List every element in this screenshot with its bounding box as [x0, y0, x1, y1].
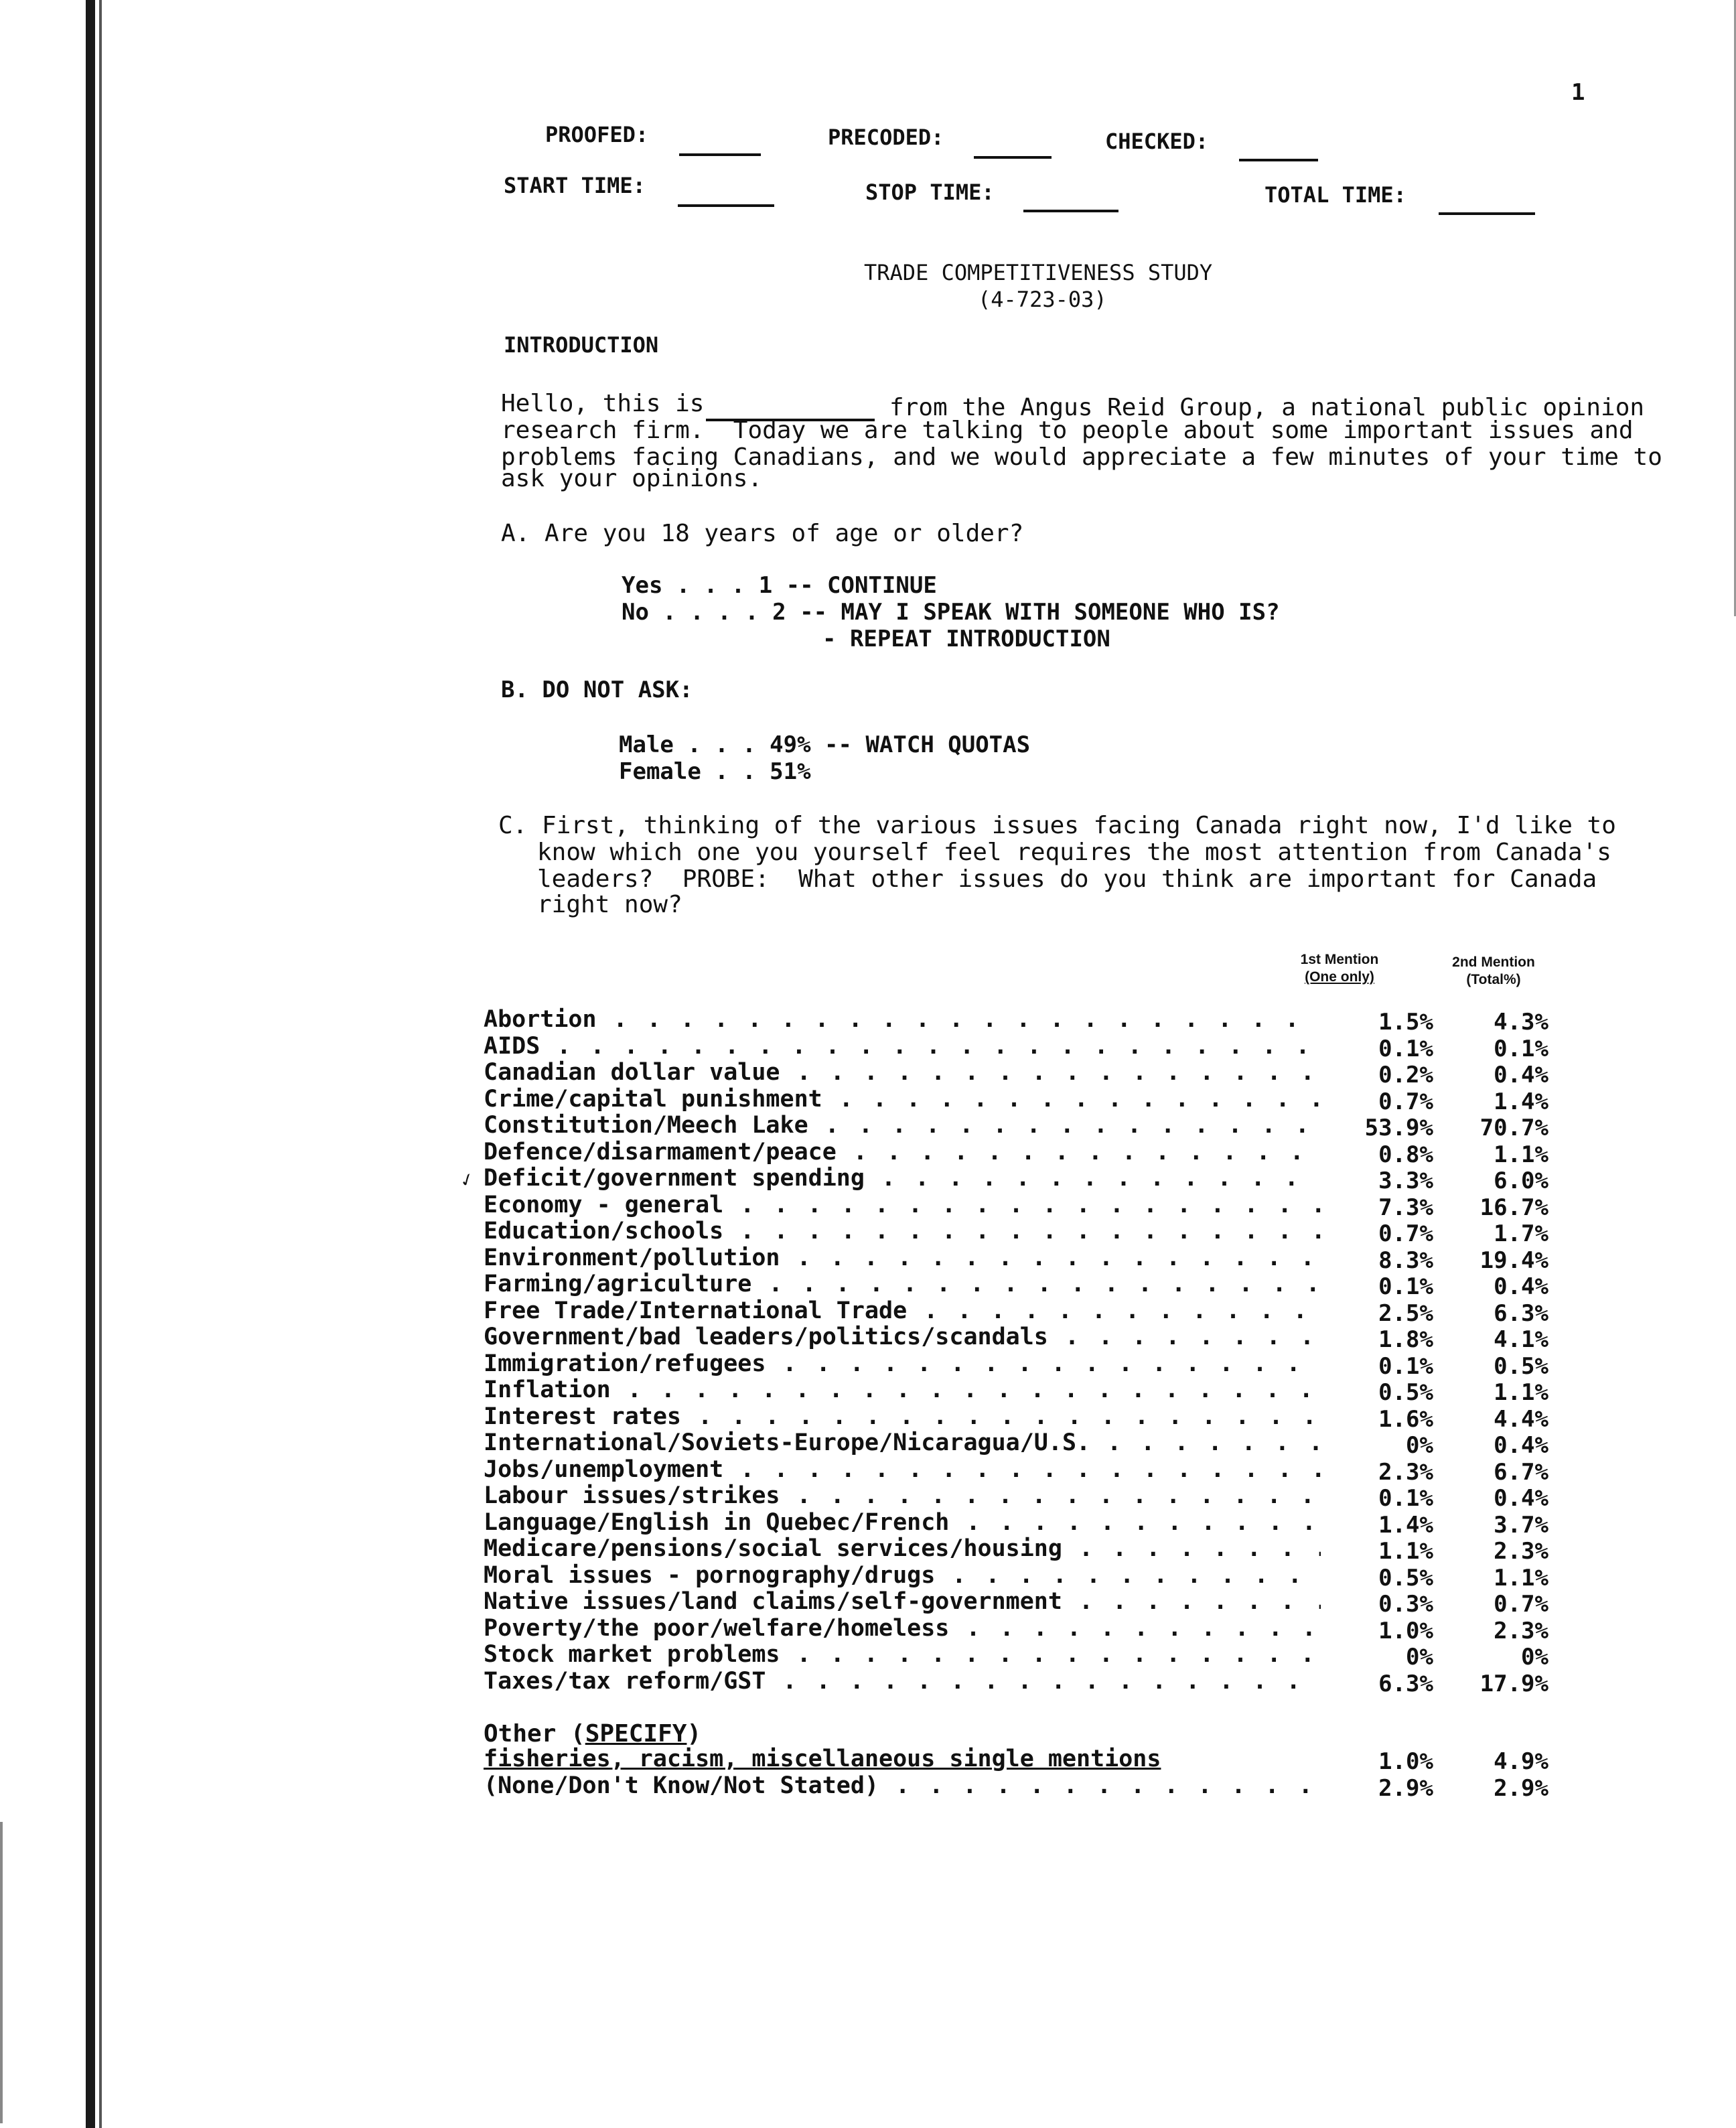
- second-mention-value: 6.3%: [1494, 1299, 1548, 1327]
- intro-line-1a: Hello, this is: [501, 390, 705, 417]
- issue-label: International/Soviets-Europe/Nicaragua/U.S. . . .: [484, 1429, 1321, 1456]
- first-mention-value: 0.5%: [1378, 1564, 1433, 1591]
- second-mention-value: 0.4%: [1494, 1273, 1548, 1300]
- first-mention-title: 1st Mention: [1300, 952, 1379, 967]
- first-mention-value: 1.6%: [1378, 1405, 1433, 1433]
- first-mention-value: 0.8%: [1378, 1141, 1433, 1168]
- first-mention-value: 1.4%: [1378, 1511, 1433, 1539]
- issue-label: AIDS . . .: [484, 1033, 1321, 1060]
- answer-no-instruction: - REPEAT INTRODUCTION: [822, 626, 1110, 652]
- question-a: A. Are you 18 years of age or older?: [501, 520, 1024, 547]
- second-mention-value: 2.3%: [1494, 1617, 1548, 1644]
- first-mention-value: 0.1%: [1378, 1273, 1433, 1300]
- second-mention-value: 1.1%: [1494, 1141, 1548, 1168]
- none-first-mention: 2.9%: [1378, 1775, 1433, 1802]
- issue-label: Interest rates . . .: [484, 1403, 1321, 1430]
- precoded-blank: [974, 149, 1052, 161]
- other-heading: [484, 1720, 701, 1748]
- second-mention-value: 6.0%: [1494, 1167, 1548, 1194]
- first-mention-value: 2.3%: [1378, 1458, 1433, 1486]
- first-mention-value: 1.0%: [1378, 1617, 1433, 1644]
- scan-edge-line: [0, 1822, 3, 2123]
- second-mention-value: 0.4%: [1494, 1062, 1548, 1088]
- second-mention-title: 2nd Mention: [1452, 954, 1535, 970]
- question-b: B. DO NOT ASK:: [501, 677, 693, 703]
- answer-no: No . . . . 2 -- MAY I SPEAK WITH SOMEONE WHO IS?: [622, 599, 1280, 626]
- second-mention-value: 0.1%: [1494, 1035, 1548, 1062]
- first-mention-value: 0.3%: [1378, 1591, 1433, 1618]
- page-edge: [86, 0, 95, 2128]
- second-mention-value: 1.1%: [1494, 1564, 1548, 1591]
- first-mention-value: 0.2%: [1378, 1062, 1433, 1088]
- second-mention-value: 6.7%: [1494, 1458, 1548, 1486]
- introduction-heading: INTRODUCTION: [504, 332, 659, 358]
- issue-label: Deficit/government spending . . .: [484, 1165, 1321, 1192]
- first-mention-value: 0%: [1406, 1644, 1433, 1671]
- second-mention-value: 0.4%: [1494, 1485, 1548, 1512]
- second-mention-value: 19.4%: [1479, 1247, 1548, 1274]
- question-c-line-4: right now?: [537, 891, 682, 918]
- first-mention-value: 0%: [1406, 1432, 1433, 1459]
- page-number: 1: [1571, 79, 1585, 106]
- quota-female: Female . . 51%: [619, 758, 811, 785]
- second-mention-value: 4.1%: [1494, 1326, 1548, 1353]
- issue-label: Defence/disarmament/peace . . .: [484, 1139, 1321, 1165]
- checked-label: CHECKED:: [1105, 129, 1209, 154]
- issue-label: Economy - general . . .: [484, 1192, 1321, 1218]
- issue-label: Labour issues/strikes . . .: [484, 1482, 1321, 1509]
- stop-time-label: STOP TIME:: [865, 180, 995, 205]
- second-mention-value: 0%: [1521, 1644, 1548, 1671]
- none-label: (None/Don't Know/Not Stated) . . .: [484, 1772, 1321, 1799]
- none-second-mention: 2.9%: [1494, 1775, 1548, 1802]
- issue-label: Moral issues - pornography/drugs . . .: [484, 1562, 1321, 1589]
- first-mention-value: 1.5%: [1378, 1009, 1433, 1036]
- second-mention-subtitle: (Total%): [1466, 972, 1521, 987]
- issue-label: Abortion . . .: [484, 1006, 1321, 1033]
- intro-line-3: problems facing Canadians, and we would appreciate a few minutes of your time to: [501, 443, 1662, 471]
- start-time-blank: [678, 197, 774, 210]
- intro-line-1b: from the Angus Reid Group, a national public opinion: [889, 394, 1645, 421]
- question-c-line-1: C. First, thinking of the various issues facing Canada right now, I'd like to: [498, 812, 1616, 839]
- answer-yes: Yes . . . 1 -- CONTINUE: [622, 572, 937, 599]
- start-time-label: START TIME:: [504, 173, 646, 198]
- precoded-label: PRECODED:: [828, 125, 944, 150]
- stop-time-blank: [1023, 202, 1118, 215]
- intro-line-2: research firm. Today we are talking to people about some important issues and: [501, 417, 1634, 444]
- first-mention-value: 8.3%: [1378, 1247, 1433, 1274]
- second-mention-value: 4.3%: [1494, 1009, 1548, 1036]
- issue-label: Canadian dollar value . . .: [484, 1059, 1321, 1086]
- issue-label: Education/schools . . .: [484, 1218, 1321, 1245]
- second-mention-value: 0.5%: [1494, 1352, 1548, 1380]
- other-first-mention: 1.0%: [1378, 1748, 1433, 1775]
- first-mention-value: 1.1%: [1378, 1538, 1433, 1565]
- question-c-line-2: know which one you yourself feel requires the most attention from Canada's: [537, 839, 1611, 866]
- first-mention-value: 0.7%: [1378, 1088, 1433, 1115]
- issue-label: Immigration/refugees . . .: [484, 1350, 1321, 1377]
- second-mention-value: 1.7%: [1494, 1220, 1548, 1247]
- issue-label: Stock market problems . . .: [484, 1641, 1321, 1668]
- check-mark: ✓: [457, 1166, 477, 1194]
- first-mention-value: 0.1%: [1378, 1352, 1433, 1380]
- total-time-label: TOTAL TIME:: [1264, 182, 1406, 208]
- second-mention-value: 16.7%: [1479, 1194, 1548, 1221]
- issue-label: Government/bad leaders/politics/scandals . . .: [484, 1324, 1321, 1350]
- question-c-line-3: leaders? PROBE: What other issues do you think are important for Canada: [537, 865, 1597, 893]
- proofed-label: PROOFED:: [545, 122, 649, 147]
- intro-line-4: ask your opinions.: [501, 465, 763, 492]
- second-mention-value: 3.7%: [1494, 1511, 1548, 1539]
- checked-blank: [1239, 151, 1318, 164]
- first-mention-value: 7.3%: [1378, 1194, 1433, 1221]
- other-heading-prefix: Other (: [484, 1720, 585, 1748]
- first-mention-value: 3.3%: [1378, 1167, 1433, 1194]
- second-mention-header: [1433, 954, 1554, 989]
- first-mention-header: [1273, 951, 1406, 986]
- first-mention-value: 1.8%: [1378, 1326, 1433, 1353]
- first-mention-value: 0.1%: [1378, 1485, 1433, 1512]
- first-mention-subtitle: (One only): [1305, 969, 1374, 985]
- study-code: (4-723-03): [978, 287, 1107, 312]
- first-mention-value: 0.7%: [1378, 1220, 1433, 1247]
- first-mention-value: 0.1%: [1378, 1035, 1433, 1062]
- second-mention-value: 2.3%: [1494, 1538, 1548, 1565]
- issue-label: Environment/pollution . . .: [484, 1245, 1321, 1271]
- issue-label: Medicare/pensions/social services/housing . . .: [484, 1535, 1321, 1562]
- other-heading-suffix: ): [686, 1720, 702, 1748]
- other-specify: SPECIFY: [585, 1720, 687, 1748]
- other-detail-text: fisheries, racism, miscellaneous single mentions: [484, 1746, 1161, 1772]
- first-mention-value: 0.5%: [1378, 1379, 1433, 1406]
- total-time-blank: [1439, 205, 1535, 218]
- first-mention-value: 6.3%: [1378, 1670, 1433, 1697]
- issue-label: Farming/agriculture . . .: [484, 1271, 1321, 1297]
- second-mention-value: 70.7%: [1479, 1115, 1548, 1141]
- other-detail: [484, 1746, 1321, 1772]
- study-title: TRADE COMPETITIVENESS STUDY: [864, 260, 1213, 285]
- issue-label: Native issues/land claims/self-government . . .: [484, 1588, 1321, 1615]
- issue-label: Constitution/Meech Lake . . .: [484, 1112, 1321, 1139]
- second-mention-value: 1.1%: [1494, 1379, 1548, 1406]
- second-mention-value: 1.4%: [1494, 1088, 1548, 1115]
- second-mention-value: 17.9%: [1479, 1670, 1548, 1697]
- issue-label: Language/English in Quebec/French . . .: [484, 1509, 1321, 1536]
- quota-male: Male . . . 49% -- WATCH QUOTAS: [619, 731, 1031, 758]
- issue-label: Free Trade/International Trade . . .: [484, 1297, 1321, 1324]
- first-mention-value: 53.9%: [1364, 1115, 1433, 1141]
- second-mention-value: 0.4%: [1494, 1432, 1548, 1459]
- issue-label: Poverty/the poor/welfare/homeless . . .: [484, 1615, 1321, 1642]
- other-second-mention: 4.9%: [1494, 1748, 1548, 1775]
- first-mention-value: 2.5%: [1378, 1299, 1433, 1327]
- second-mention-value: 4.4%: [1494, 1405, 1548, 1433]
- proofed-blank: [679, 146, 761, 159]
- page-edge-line: [99, 0, 102, 2128]
- issue-label: Jobs/unemployment . . .: [484, 1456, 1321, 1483]
- issue-label: Inflation . . .: [484, 1376, 1321, 1403]
- issue-label: Taxes/tax reform/GST . . .: [484, 1668, 1321, 1695]
- issue-label: Crime/capital punishment . . .: [484, 1086, 1321, 1113]
- second-mention-value: 0.7%: [1494, 1591, 1548, 1618]
